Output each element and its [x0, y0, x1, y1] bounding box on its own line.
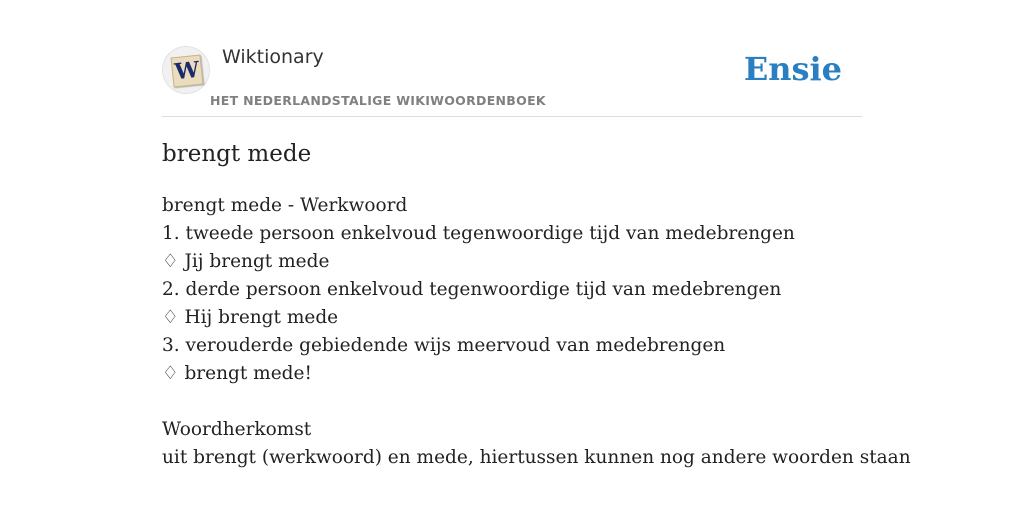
etymology-text: uit brengt (werkwoord) en mede, hiertussen kunnen nog andere woorden staan [162, 447, 911, 468]
wiktionary-logo-icon[interactable] [162, 46, 210, 94]
sense-definition: 2. derde persoon enkelvoud tegenwoordige tijd van medebrengen [162, 279, 782, 300]
sense-definition: 1. tweede persoon enkelvoud tegenwoordige tijd van medebrengen [162, 223, 795, 244]
site-name[interactable]: Wiktionary [222, 46, 324, 68]
sense-example: ♢ Hij brengt mede [162, 307, 339, 328]
logo-tile [171, 55, 204, 88]
entry-content [162, 192, 911, 472]
page-title: brengt mede [162, 141, 312, 167]
sense-example: ♢ brengt mede! [162, 363, 312, 384]
section-spacer [162, 388, 862, 416]
sense-definition: 3. verouderde gebiedende wijs meervoud van medebrengen [162, 335, 726, 356]
logo-letter: W [173, 56, 201, 86]
brand-logo[interactable]: Ensie [743, 50, 842, 88]
site-tagline: HET NEDERLANDSTALIGE WIKIWOORDENBOEK [210, 93, 546, 108]
entry-heading: brengt mede - Werkwoord [162, 195, 408, 216]
etymology-heading: Woordherkomst [162, 419, 312, 440]
site-header [162, 40, 862, 117]
sense-example: ♢ Jij brengt mede [162, 251, 330, 272]
